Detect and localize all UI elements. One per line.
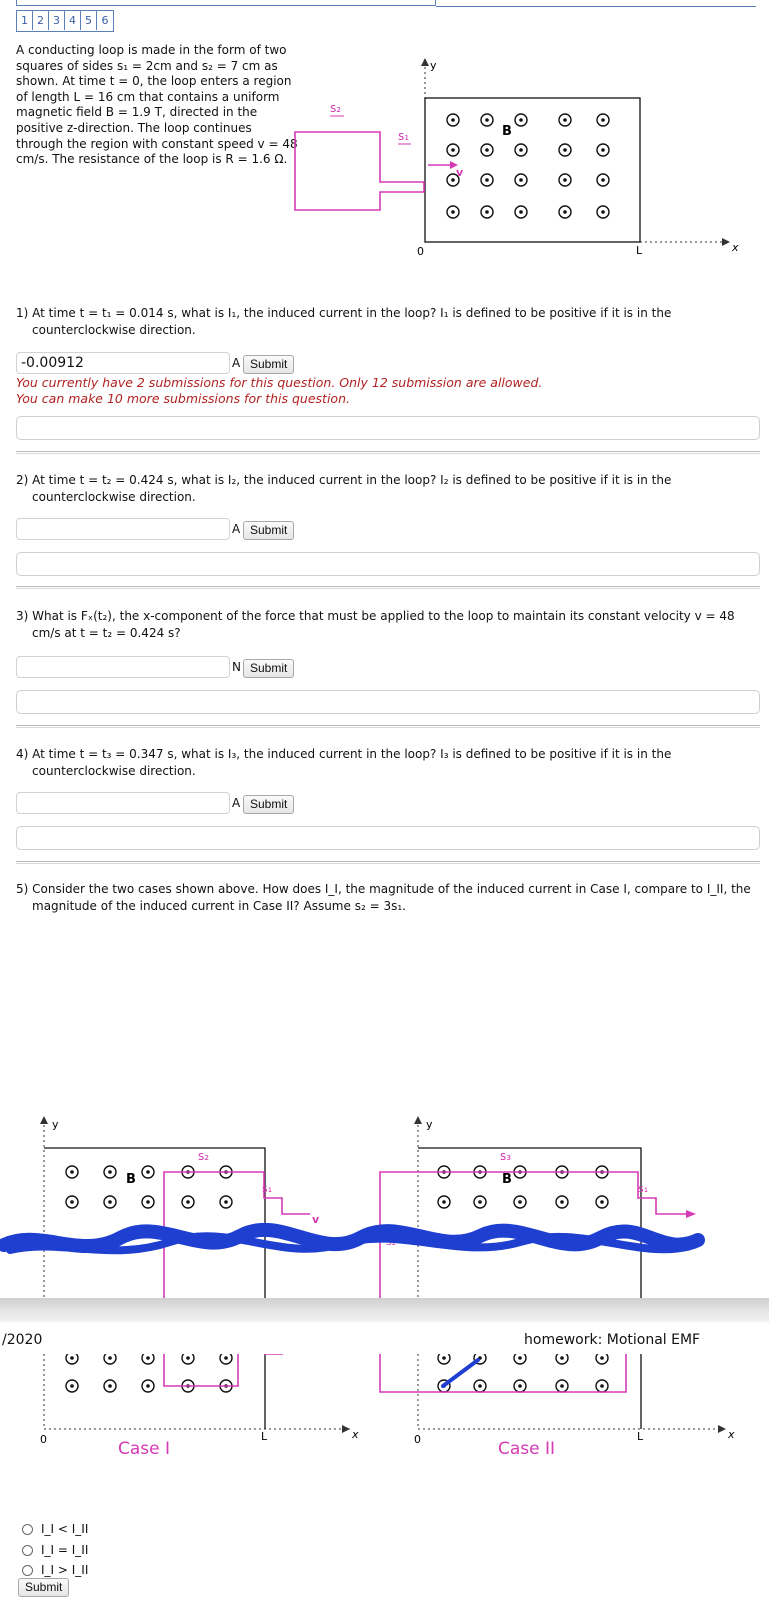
field-center-dot <box>560 1356 564 1360</box>
field-center-dot <box>563 210 567 214</box>
field-center-dot <box>70 1356 74 1360</box>
case2-s2-label: s₂ <box>386 1235 397 1248</box>
problem-statement: A conducting loop is made in the form of two squares of sides s₁ = 2cm and s₂ = 7 cm as shown. At time t = 0, the loop enters a region of length L = 16 cm that contains a uniform magnetic field B = 1.9 T, directed in the positive z-direction. The loop continues through the region with constant speed v = 48 cm/s. The resistance of the loop is R = 1.6 Ω. <box>16 43 298 167</box>
header-strip-line <box>436 6 756 7</box>
field-center-dot <box>108 1200 112 1204</box>
field-center-dot <box>485 178 489 182</box>
tab-3[interactable]: 3 <box>49 11 65 30</box>
field-center-dot <box>601 118 605 122</box>
case2-y-label: y <box>426 1118 433 1131</box>
header-strip <box>16 0 436 6</box>
submit-4-button[interactable]: Submit <box>243 795 294 814</box>
case1-v-label: v <box>312 1213 320 1226</box>
case2-origin: 0 <box>414 1433 421 1446</box>
pen-mark <box>443 1360 478 1386</box>
divider-3 <box>16 725 760 728</box>
field-center-dot <box>451 210 455 214</box>
case1-y-label: y <box>52 1118 59 1131</box>
submission-notice-2: You can make 10 more submissions for this question. <box>16 391 350 406</box>
field-center-dot <box>70 1384 74 1388</box>
field-center-dot <box>518 1356 522 1360</box>
case2-x-arrow <box>718 1425 726 1433</box>
tab-1[interactable]: 1 <box>17 11 33 30</box>
field-center-dot <box>108 1384 112 1388</box>
field-center-dot <box>108 1170 112 1174</box>
field-center-dot <box>485 118 489 122</box>
field-center-dot <box>186 1356 190 1360</box>
case1-L-label: L <box>261 1430 268 1443</box>
case1-label: Case I <box>118 1439 171 1459</box>
case2-B-label: B <box>502 1172 512 1187</box>
document-title: homework: Motional EMF <box>524 1332 701 1348</box>
field-center-dot <box>451 148 455 152</box>
question-5 <box>16 881 756 915</box>
question-1-text: 1) At time t = t₁ = 0.014 s, what is I₁, the induced current in the loop? I₁ is defined to be positive if it is in the counterclockwise direction. <box>16 306 672 337</box>
case1-x-label: x <box>352 1428 359 1441</box>
field-center-dot <box>485 148 489 152</box>
page-break <box>0 1298 769 1322</box>
field-center-dot <box>560 1200 564 1204</box>
field-center-dot <box>108 1356 112 1360</box>
case1-x-arrow <box>342 1425 350 1433</box>
field-center-dot <box>600 1384 604 1388</box>
field-center-dot <box>600 1200 604 1204</box>
field-center-dot <box>601 210 605 214</box>
case2-label: Case II <box>498 1439 556 1459</box>
radio-button[interactable] <box>22 1565 33 1576</box>
case1-s2-label: s₂ <box>198 1149 210 1163</box>
divider-1 <box>16 451 760 454</box>
case2-L-label: L <box>637 1430 644 1443</box>
tab-5[interactable]: 5 <box>81 11 97 30</box>
field-center-dot <box>519 178 523 182</box>
case-figures-top <box>0 1110 769 1298</box>
feedback-box-1 <box>16 416 760 440</box>
field-center-dot <box>442 1200 446 1204</box>
submit-2-button[interactable]: Submit <box>243 521 294 540</box>
field-center-dot <box>518 1200 522 1204</box>
option-greater-label: I_I > I_II <box>41 1563 89 1577</box>
field-dots <box>447 114 609 218</box>
submit-5-button[interactable]: Submit <box>18 1578 69 1597</box>
field-center-dot <box>478 1384 482 1388</box>
field-center-dot <box>224 1356 228 1360</box>
question-3 <box>16 608 756 642</box>
option-equal[interactable] <box>22 1541 88 1559</box>
field-center-dot <box>442 1356 446 1360</box>
case2-x-label: x <box>728 1428 735 1441</box>
case1-s1-label: s₁ <box>262 1182 273 1195</box>
field-center-dot <box>485 210 489 214</box>
field-center-dot <box>70 1170 74 1174</box>
question-2-text: 2) At time t = t₂ = 0.424 s, what is I₂, the induced current in the loop? I₂ is defined to be positive if it is in the counterclockwise direction. <box>16 473 672 504</box>
field-center-dot <box>146 1356 150 1360</box>
tab-2[interactable]: 2 <box>33 11 49 30</box>
option-less-label: I_I < I_II <box>41 1522 89 1536</box>
case2-loop-lower <box>380 1354 626 1392</box>
field-center-dot <box>478 1200 482 1204</box>
field-center-dot <box>560 1384 564 1388</box>
feedback-box-2 <box>16 552 760 576</box>
field-center-dot <box>70 1200 74 1204</box>
field-center-dot <box>146 1200 150 1204</box>
divider-2 <box>16 586 760 589</box>
answer-1-unit: A <box>232 356 241 370</box>
radio-button[interactable] <box>22 1545 33 1556</box>
date-fragment: /2020 <box>2 1332 43 1348</box>
tab-6[interactable]: 6 <box>101 14 109 27</box>
field-center-dot <box>146 1384 150 1388</box>
submit-3-button[interactable]: Submit <box>243 659 294 678</box>
radio-button[interactable] <box>22 1524 33 1535</box>
field-center-dot <box>519 148 523 152</box>
answer-2-input[interactable] <box>16 518 230 540</box>
length-L-label: L <box>636 244 643 257</box>
field-center-dot <box>451 178 455 182</box>
field-center-dot <box>600 1356 604 1360</box>
answer-3-input[interactable] <box>16 656 230 678</box>
field-center-dot <box>563 178 567 182</box>
answer-3-unit: N <box>232 660 241 674</box>
main-figure <box>290 52 760 262</box>
field-center-dot <box>519 118 523 122</box>
answer-4-input[interactable] <box>16 792 230 814</box>
feedback-box-3 <box>16 690 760 714</box>
question-1 <box>16 305 756 339</box>
question-3-text: 3) What is Fₓ(t₂), the x-component of the force that must be applied to the loop to maintain its constant velocity v = 48 cm/s at t = t₂ = 0.424 s? <box>16 609 735 640</box>
question-4 <box>16 746 756 780</box>
submission-notice-1: You currently have 2 submissions for this question. Only 12 submission are allowed. <box>16 375 543 390</box>
answer-1-input[interactable]: -0.00912 <box>16 352 230 374</box>
case1-B-label: B <box>126 1172 136 1187</box>
field-center-dot <box>601 148 605 152</box>
case2-s3-label: s₃ <box>500 1149 512 1163</box>
B-label: B <box>502 124 512 139</box>
field-center-dot <box>451 118 455 122</box>
s1-label: s₁ <box>398 129 410 143</box>
case2-v-arrowhead <box>686 1210 696 1218</box>
feedback-box-4 <box>16 826 760 850</box>
field-center-dot <box>519 210 523 214</box>
answer-4-unit: A <box>232 796 241 810</box>
v-label: v <box>456 166 464 179</box>
case1-origin: 0 <box>40 1433 47 1446</box>
submit-1-button[interactable]: Submit <box>243 355 294 374</box>
case2-s1-label: s₁ <box>638 1182 649 1195</box>
field-center-dot <box>601 178 605 182</box>
answer-2-unit: A <box>232 522 241 536</box>
case-figures-bottom <box>0 1354 769 1472</box>
y-axis-label: y <box>430 59 437 72</box>
tab-4[interactable]: 4 <box>65 11 81 30</box>
option-greater[interactable] <box>22 1561 88 1579</box>
field-center-dot <box>518 1384 522 1388</box>
option-less[interactable] <box>22 1520 88 1538</box>
y-axis-arrow <box>421 58 429 66</box>
field-center-dot <box>563 148 567 152</box>
case2-y-arrow <box>414 1116 422 1124</box>
origin-label: 0 <box>417 245 424 258</box>
question-4-text: 4) At time t = t₃ = 0.347 s, what is I₃, the induced current in the loop? I₃ is defined to be positive if it is in the counterclockwise direction. <box>16 747 672 778</box>
s2-label: s₂ <box>330 101 342 115</box>
field-center-dot <box>224 1200 228 1204</box>
field-center-dot <box>186 1200 190 1204</box>
question-2 <box>16 472 756 506</box>
option-equal-label: I_I = I_II <box>41 1543 89 1557</box>
x-axis-label: x <box>732 241 739 254</box>
field-center-dot <box>563 118 567 122</box>
field-center-dot <box>146 1170 150 1174</box>
x-axis-arrow <box>722 238 730 246</box>
case1-y-arrow <box>40 1116 48 1124</box>
question-5-text: 5) Consider the two cases shown above. How does I_I, the magnitude of the induced current in Case I, compare to I_II, the magnitude of the induced current in Case II? Assume s₂ = 3s₁. <box>16 882 751 913</box>
divider-4 <box>16 861 760 864</box>
part-tabs <box>16 10 114 32</box>
